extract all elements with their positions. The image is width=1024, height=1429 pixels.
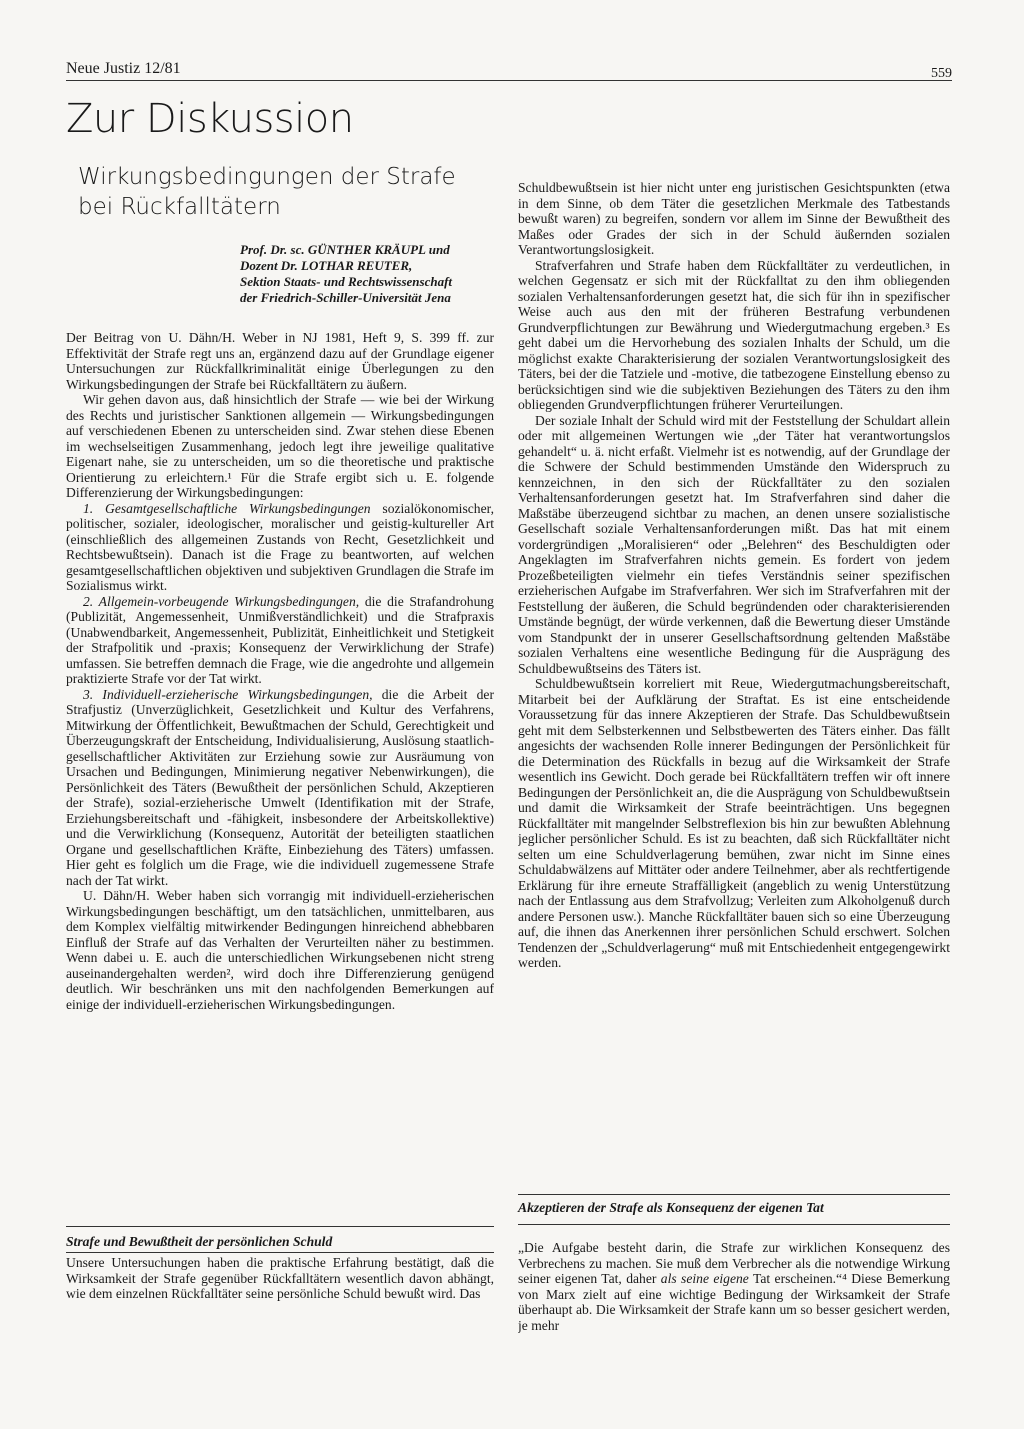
paragraph: Strafverfahren und Strafe haben dem Rückfalltäter zu verdeutlichen, in welchen Gegensatz er sich mit der Rückfalltat zu den ihm obliegenden sozialen Verhaltensanforderungen gesetzt hat, die sich für ihn in spezifischer Weise auch aus den mit der früheren Bestrafung verbundenen Grundverpflichtungen zur Bewährung und Wiedergutmachung ergeben.³ Es geht dabei um die Hervorhebung des sozialen Inhalts der Schuld, um die möglichst exakte Charakterisierung der sozialen Verantwortungslosigkeit des Täters, bei der die Tatziele und -motive, die tatbezogene Einstellung ebenso zu berücksichtigen sind wie die subjektiven Beziehungen des Täters zu den ihm obliegenden Grundverpflichtungen früherer Verurteilungen. [518, 257, 950, 412]
section-rule [518, 1194, 950, 1195]
left-column-bottom [66, 1255, 494, 1350]
paragraph: Schuldbewußtsein korreliert mit Reue, Wiedergutmachungsbereitschaft, Mitarbeit bei der Aufklärung der Straftat. Es ist eine entscheidende Voraussetzung für das innere Akzeptieren der Strafe. Das Schuldbewußtsein geht mit dem Selbsterkennen und Selbstbewerten des Täters einher. Das fällt angesichts der wachsenden Rolle innerer Bedingungen der Persönlichkeit für die Determination des Rückfalls in bezug auf die Wirksamkeit der Strafe wesentlich ins Gewicht. Doch gerade bei Rückfalltätern treffen wir oft innere Bedingungen der Persönlichkeit an, die die Ausprägung von Schuldbewußtsein und damit die Wirksamkeit der Strafe beeinträchtigen. Uns begegnen Rückfalltäter mit mangelnder Selbstreflexion bis hin zur bewußten Ablehnung jeglicher persönlicher Schuld. Es ist zu beachten, daß sich Rückfalltäter nicht selten um eine Schuldverlagerung bemühen, zwar nicht im Sinne eines Schuldabwälzens auf Mittäter oder andere Teilnehmer, aber als rechtfertigende Erklärung für ihre erneute Straffälligkeit (angeblich zu wenig Unterstützung nach der Entlassung aus dem Strafvollzug; Verleiten zum Alkoholgenuß durch andere Personen usw.). Manche Rückfalltäter bauen sich so eine Überzeugung auf, die ihnen das Anerkennen ihrer persönlichen Schuld erschwert. Solchen Tendenzen der „Schuldverlagerung“ muß mit Entschiedenheit entgegengewirkt werden. [518, 676, 950, 970]
list-item-text: die die Arbeit der Strafjustiz (Unverzüglichkeit, Gesetzlichkeit und Kultur des Verfahrens, Mitwirkung der Öffentlichkeit, Bewußtmachen der Schuld, Gerechtigkeit und Überzeugungskraft der Entscheidung, Individualisierung, Auslösung staatlich-gesellschaftlicher Aktivitäten zur Erziehung sowie zur Ausräumung von Ursachen und Bedingungen, Minimierung negativer Nebenwirkungen), die Persönlichkeit des Täters (Bewußtheit der persönlichen Schuld, Akzeptieren der Strafe), sozial-erzieherische Umwelt (Identifikation mit der Strafe, Erziehungsbereitschaft und -fähigkeit, insbesondere der Arbeitskollektive) und die Verwirklichung (Konsequenz, Autorität der beteiligten staatlichen Organe und gesellschaftlichen Kräfte, Einbeziehung des Täters) umfassen. Hier geht es folglich um die Frage, wie die individuell zugemessene Strafe nach der Tat wirkt. [66, 686, 494, 888]
list-item-text: die die Strafandrohung (Publizität, Angemessenheit, Unmißverständlichkeit) und die Strafpraxis (Unabwendbarkeit, Angemessenheit, Publizität, Einheitlichkeit und Stetigkeit der Strafpolitik und -praxis; Konsequenz der Verwirklichung der Strafe) umfassen. Sie betreffen demnach die Frage, wie die angedrohte und allgemein praktizierte Strafe vor der Tat wirkt. [66, 593, 494, 686]
journal-issue: Neue Justiz 12/81 [66, 60, 181, 77]
author-line: Sektion Staats- und Rechtswissenschaft [240, 274, 453, 289]
quote-text: „Die Aufgabe besteht darin, die Strafe zur wirklichen Konsequenz des Verbrechens zu machen. Sie muß dem Verbrecher als die notwendige Wirkung seiner eigenen Tat, daher [518, 1240, 950, 1286]
author-line: der Friedrich-Schiller-Universität Jena [240, 290, 451, 305]
paragraph: Unsere Untersuchungen haben die praktische Erfahrung bestätigt, daß die Wirksamkeit der Strafe gegenüber Rückfalltätern wesentlich davon abhängt, wie dem einzelnen Rückfalltäter seine persönliche Schuld bewußt wird. Das [66, 1255, 494, 1301]
article-title-line: Wirkungsbedingungen der Strafe [78, 164, 456, 190]
paragraph: U. Dähn/H. Weber haben sich vorrangig mit individuell-erzieherischen Wirkungsbedingungen beschäftigt, um den tatsächlichen, unmittelbaren, aus dem Komplex vielfältig mitwirkender Bedingungen hinreichend abhebbaren Einfluß der Strafe auf das Verhalten der Verurteilten näher zu bestimmen. Wenn dabei u. E. auch die unterschiedlichen Wirkungsebenen nicht streng auseinandergehalten werden², wird doch ihre Differenzierung genügend deutlich. Wir beschränken uns mit den nachfolgenden Bemerkungen auf einige der individuell-erzieherischen Wirkungsbedingungen. [66, 888, 494, 1012]
page-number: 559 [931, 66, 952, 81]
paragraph: Der soziale Inhalt der Schuld wird mit der Feststellung der Schuldart allein oder mit allgemeinen Wertungen wie „der Täter hat verantwortungslos gehandelt“ u. ä. nicht erfaßt. Vielmehr ist es notwendig, auf der Grundlage der die Schwere der Schuld bestimmenden Umstände den Widerspruch zu kennzeichnen, in den sich der Rückfalltäter zu den sozialen Verhaltensanforderungen gesetzt hat. Im Strafverfahren sind daher die Maßstäbe überzeugend sichtbar zu machen, an denen unsere sozialistische Gesellschaft soziale Verhaltensanforderungen mißt. Das hat mit einem vordergründigen „Moralisieren“ oder „Belehren“ des Beschuldigten oder Angeklagten im Strafverfahren nichts gemein. Es fordert von jedem Prozeßbeteiligten vielmehr ein tiefes Verständnis seiner spezifischen erzieherischen Aufgabe im Strafverfahren. Wer sich im Strafverfahren mit der Feststellung der äußeren, die Schuld begründenden oder charakterisierenden Umstände begnügt, der würde verkennen, daß die Bewertung dieser Umstände vom Standpunkt der in unserer Gesellschaftsordnung geltenden Maßstäbe sozialen Verhaltens eine wesentliche Bedingung für die Ausprägung des Schuldbewußtseins des Täters ist. [518, 412, 950, 676]
author-line: Prof. Dr. sc. GÜNTHER KRÄUPL und [240, 242, 450, 257]
right-column [518, 180, 950, 1190]
article-title [78, 162, 458, 222]
left-column [66, 330, 494, 1210]
section-title: Zur Diskussion [66, 96, 354, 142]
paragraph [518, 1240, 950, 1333]
right-column-bottom [518, 1240, 950, 1350]
header-rule [66, 80, 952, 81]
author-block [240, 242, 510, 306]
list-item-label: 2. Allgemein-vorbeugende Wirkungsbedingungen, [83, 593, 360, 609]
list-item [66, 501, 494, 594]
subheading-right: Akzeptieren der Strafe als Konsequenz der eigenen Tat [518, 1200, 824, 1215]
section-rule [518, 1224, 950, 1225]
author-line: Dozent Dr. LOTHAR REUTER, [240, 258, 413, 273]
subheading-left: Strafe und Bewußtheit der persönlichen Schuld [66, 1234, 333, 1249]
list-item-text: sozialökonomischer, politischer, sozialer, ideologischer, moralischer und geistig-kultureller Art (einschließlich des allgemeinen Zustands von Recht, Gesetzlichkeit und Rechtsbewußtsein). Danach ist die Frage zu beantworten, auf welchen gesamtgesellschaftlichen objektiven und subjektiven Grundlagen die Strafe im Sozialismus wirkt. [66, 500, 494, 593]
section-rule [66, 1226, 494, 1227]
running-header [66, 60, 952, 82]
section-rule [66, 1252, 494, 1253]
list-item [66, 687, 494, 889]
paragraph: Der Beitrag von U. Dähn/H. Weber in NJ 1981, Heft 9, S. 399 ff. zur Effektivität der Strafe regt uns an, ergänzend dazu auf der Grundlage eigener Untersuchungen zur Rückfallkriminalität einige Überlegungen zu den Wirkungsbedingungen der Strafe bei Rückfalltätern zu äußern. [66, 330, 494, 392]
quote-emphasis: als seine eigene [660, 1271, 749, 1286]
paragraph: Wir gehen davon aus, daß hinsichtlich der Strafe — wie bei der Wirkung des Rechts und juristischer Sanktionen allgemein — Wirkungsbedingungen auf verschiedenen Ebenen zu unterscheiden sind. Zwar stehen diese Ebenen im wechselseitigen Zusammenhang, jedoch legt ihre jeweilige qualitative Eigenart nahe, sie zu unterscheiden, um so die theoretische und praktische Orientierung zu erleichtern.¹ Für die Strafe ergibt sich u. E. folgende Differenzierung der Wirkungsbedingungen: [66, 392, 494, 500]
list-item-label: 1. Gesamtgesellschaftliche Wirkungsbedingungen [83, 500, 371, 516]
quote-text: Tat erscheinen.“⁴ Diese Bemerkung von Marx zielt auf eine wichtige Bedingung der Wirksamkeit der Strafe überhaupt ab. Die Wirksamkeit der Strafe kann um so besser gesichert werden, je mehr [518, 1271, 950, 1333]
list-item [66, 594, 494, 687]
paragraph: Schuldbewußtsein ist hier nicht unter eng juristischen Gesichtspunkten (etwa in dem Sinne, ob dem Täter die gesetzlichen Merkmale des Tatbestands bewußt waren) zu begreifen, sondern vor allem im Sinne der Bewußtheit des Maßes oder Grades der sich in der Schuld äußernden sozialen Verantwortungslosigkeit. [518, 180, 950, 257]
article-title-line: bei Rückfalltätern [78, 194, 281, 220]
list-item-label: 3. Individuell-erzieherische Wirkungsbedingungen, [83, 686, 373, 702]
